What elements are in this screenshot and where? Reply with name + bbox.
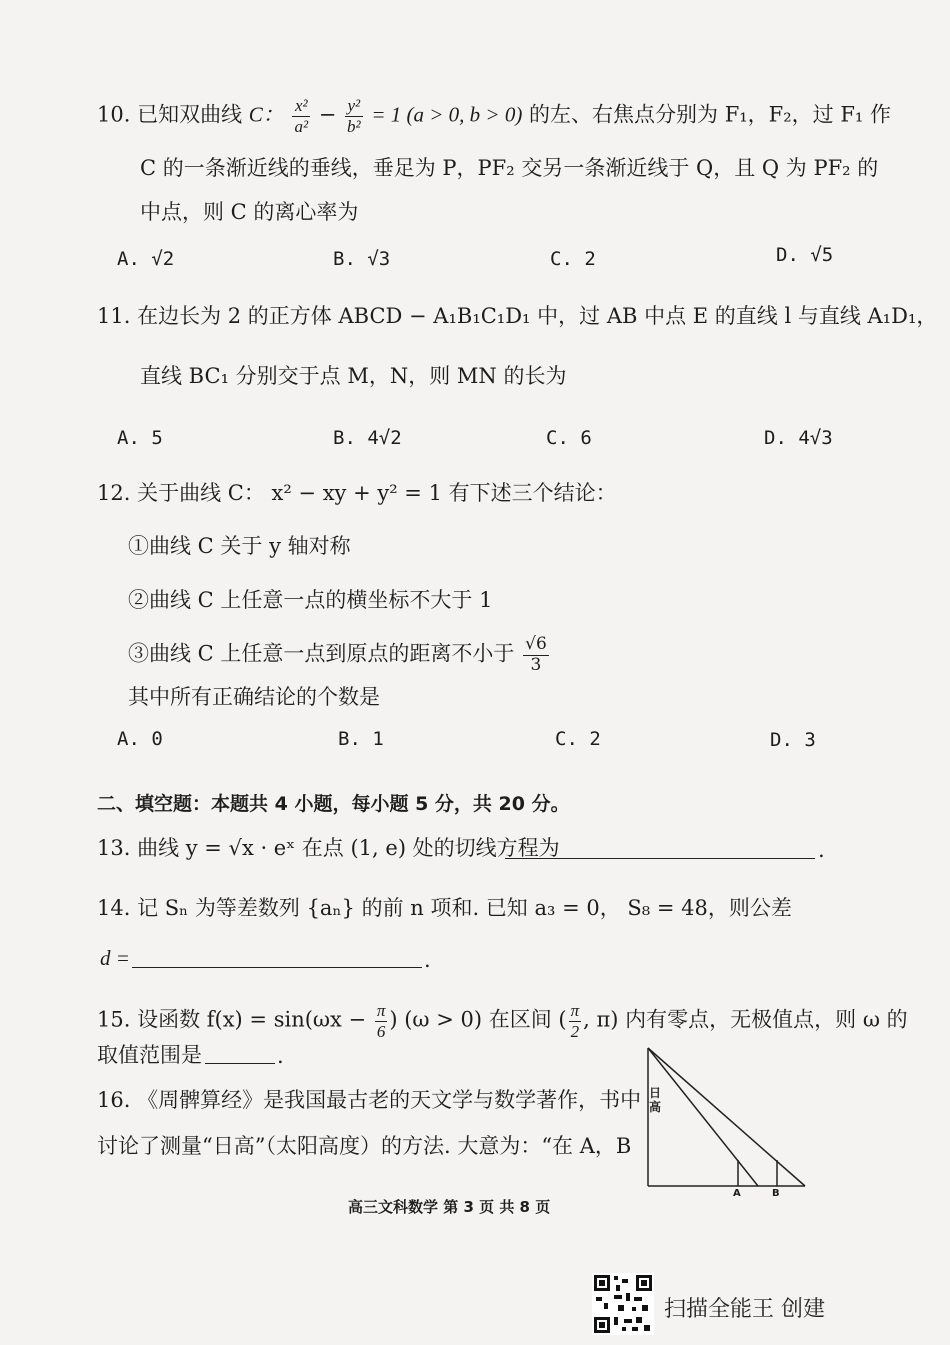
q10-line1-rest: 的左、右焦点分别为 F₁，F₂，过 F₁ 作 bbox=[529, 102, 892, 127]
q12-conclusion-1: ①曲线 C 关于 y 轴对称 bbox=[128, 534, 351, 558]
q11-option-b: B. 4√2 bbox=[333, 427, 402, 449]
q13-text: 13. 曲线 y = √x · eˣ 在点 (1, e) 处的切线方程为 bbox=[97, 836, 560, 860]
q11-option-a: A. 5 bbox=[117, 427, 163, 449]
q11-option-c: C. 6 bbox=[546, 427, 592, 449]
q13-answer-blank[interactable] bbox=[505, 858, 815, 859]
q12-frac-num: √6 bbox=[525, 634, 547, 654]
fig-label-a: A bbox=[733, 1188, 741, 1199]
watermark-text: 扫描全能王 创建 bbox=[664, 1297, 825, 1322]
q10-lead: 10. 已知双曲线 bbox=[97, 102, 243, 127]
q11-line2: 直线 BC₁ 分别交于点 M，N，则 MN 的长为 bbox=[140, 364, 567, 388]
q15-frac-pi-2 bbox=[569, 1001, 582, 1041]
q12-line-end: 其中所有正确结论的个数是 bbox=[128, 685, 380, 709]
q15-frac-pi-6 bbox=[375, 1001, 388, 1041]
q14-line1: 14. 记 Sₙ 为等差数列 {aₙ} 的前 n 项和. 已知 a₃ = 0， S₈ = 48，则公差 bbox=[97, 896, 792, 920]
q10-option-d: D. √5 bbox=[776, 244, 834, 266]
q10-frac-x-num: x² bbox=[292, 96, 310, 117]
q15-frac2-den: 2 bbox=[570, 1021, 580, 1041]
q15-part1: 15. 设函数 f(x) = sin(ωx − bbox=[97, 1007, 367, 1032]
q10-line2: C 的一条渐近线的垂线，垂足为 P，PF₂ 交另一条渐近线于 Q，且 Q 为 PF₂ 的 bbox=[140, 156, 879, 180]
q14-answer-blank[interactable] bbox=[132, 967, 422, 968]
q12-conclusion-3-line bbox=[128, 635, 551, 675]
q14-line2: d = bbox=[100, 946, 130, 970]
q12-frac-sqrt6-over-3 bbox=[523, 635, 549, 675]
section-2-heading: 二、填空题：本题共 4 小题，每小题 5 分，共 20 分。 bbox=[97, 793, 570, 815]
q15-line1 bbox=[97, 1001, 908, 1041]
q10-frac-y-num: y² bbox=[345, 96, 363, 117]
q13-end: . bbox=[818, 838, 825, 862]
q11-line1: 11. 在边长为 2 的正方体 ABCD − A₁B₁C₁D₁ 中，过 AB 中点 E 的直线 l 与直线 A₁D₁， bbox=[97, 304, 938, 328]
q10-frac-x-den: a² bbox=[294, 116, 309, 136]
q15-line2: 取值范围是 bbox=[97, 1043, 202, 1067]
q15-frac1-den: 6 bbox=[376, 1021, 386, 1041]
q10-frac-y bbox=[345, 96, 363, 136]
q12-option-d: D. 3 bbox=[770, 729, 816, 751]
q10-frac-y-den: b² bbox=[347, 116, 361, 136]
q11-option-d: D. 4√3 bbox=[764, 427, 833, 449]
q16-line2: 讨论了测量“日高”（太阳高度）的方法. 大意为：“在 A，B bbox=[97, 1134, 632, 1158]
qr-code-icon bbox=[592, 1273, 654, 1335]
q12-conclusion-2: ②曲线 C 上任意一点的横坐标不大于 1 bbox=[128, 588, 493, 612]
q10-line3: 中点，则 C 的离心率为 bbox=[140, 200, 359, 224]
q12-option-a: A. 0 bbox=[117, 728, 163, 750]
sight-line-a bbox=[648, 1048, 758, 1186]
q15-frac1-num: π bbox=[376, 1001, 386, 1020]
q12-option-b: B. 1 bbox=[338, 728, 384, 750]
page-footer: 高三文科数学 第 3 页 共 8 页 bbox=[348, 1198, 551, 1216]
q10-frac-x bbox=[292, 96, 310, 136]
q15-part2: ) (ω > 0) 在区间 ( bbox=[389, 1007, 567, 1032]
q10-formula-prefix: C： bbox=[248, 102, 284, 127]
q16-line1: 16. 《周髀算经》是我国最古老的天文学与数学著作，书中 bbox=[97, 1088, 642, 1112]
q10-option-b: B. √3 bbox=[333, 248, 391, 270]
q15-answer-blank[interactable] bbox=[205, 1063, 275, 1064]
q16-figure bbox=[640, 1040, 815, 1200]
q12-frac-den: 3 bbox=[530, 654, 542, 675]
q12-option-c: C. 2 bbox=[555, 728, 601, 750]
q15-frac2-num: π bbox=[570, 1001, 580, 1020]
q12-line1: 12. 关于曲线 C： x² − xy + y² = 1 有下述三个结论： bbox=[97, 481, 617, 505]
q10-formula-suffix: = 1 (a > 0, b > 0) bbox=[371, 102, 523, 127]
q15-part3: , π) 内有零点，无极值点，则 ω 的 bbox=[583, 1007, 908, 1032]
sight-line-b bbox=[648, 1048, 805, 1186]
q10-line1: 10. 已知双曲线 C： $\frac{\text{x²}}{\text{a²}}$ − $\frac{\text{y²}}{\text{b²}}$ = 1 (a > 0, b > 0) 的左、右焦点分别为 F₁，F₂，过 F₁ 作 bbox=[97, 96, 892, 136]
q10-option-a: A. √2 bbox=[117, 248, 175, 270]
q15-end: . bbox=[277, 1044, 284, 1068]
q14-end: . bbox=[424, 948, 431, 972]
q12-conclusion-3: ③曲线 C 上任意一点到原点的距离不小于 bbox=[128, 641, 515, 666]
fig-label-b: B bbox=[772, 1188, 780, 1199]
q10-option-c: C. 2 bbox=[550, 248, 596, 270]
fig-label-height: 日高 bbox=[649, 1086, 662, 1114]
